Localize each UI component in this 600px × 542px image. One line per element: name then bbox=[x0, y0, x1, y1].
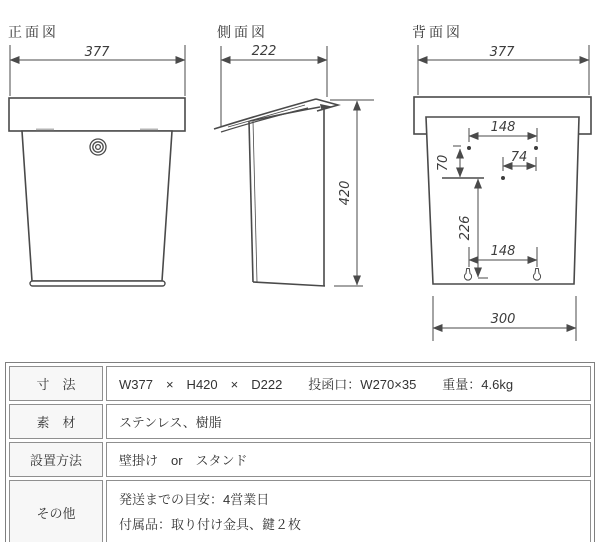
side-height-dim: 420 bbox=[338, 180, 353, 206]
spec-value-dimensions: W377 × H420 × D222 投函口：W270×35 重量：4.6kg bbox=[106, 366, 591, 401]
spec-label-other: その他 bbox=[9, 480, 103, 542]
spec-label-installation: 設置方法 bbox=[9, 442, 103, 477]
spec-other-line-1: 発送までの目安：4営業日 bbox=[119, 492, 270, 507]
front-view-title: 正面図 bbox=[8, 24, 59, 40]
back-hole-half-dim: 74 bbox=[510, 150, 528, 165]
front-width-dim: 377 bbox=[84, 45, 110, 60]
spec-value-installation: 壁掛け or スタンド bbox=[106, 442, 591, 477]
table-row bbox=[9, 366, 591, 401]
back-hole-top-offset-dim: 70 bbox=[436, 154, 451, 172]
spec-other-line-2: 付属品：取り付け金具、鍵２枚 bbox=[119, 516, 302, 532]
back-hole-span-top-dim: 148 bbox=[490, 120, 516, 135]
table-row bbox=[9, 480, 591, 542]
spec-table-container bbox=[5, 362, 595, 542]
back-hole-span-bottom-dim: 148 bbox=[490, 244, 516, 259]
back-view-drawing bbox=[414, 45, 591, 341]
spec-value-material: ステンレス、樹脂 bbox=[106, 404, 591, 439]
back-width-dim: 377 bbox=[489, 45, 515, 60]
spec-value-other bbox=[106, 480, 591, 542]
table-row bbox=[9, 442, 591, 477]
back-hole-vertical-dim: 226 bbox=[458, 215, 473, 241]
side-depth-dim: 222 bbox=[251, 44, 277, 59]
front-view-drawing bbox=[9, 45, 185, 286]
spec-label-material: 素 材 bbox=[9, 404, 103, 439]
spec-label-dimensions: 寸 法 bbox=[9, 366, 103, 401]
table-row bbox=[9, 404, 591, 439]
side-view-drawing bbox=[214, 46, 374, 286]
side-view-title: 側面図 bbox=[217, 24, 268, 40]
back-view-title: 背面図 bbox=[412, 24, 463, 40]
spec-table bbox=[5, 362, 595, 542]
back-base-width-dim: 300 bbox=[490, 312, 516, 327]
